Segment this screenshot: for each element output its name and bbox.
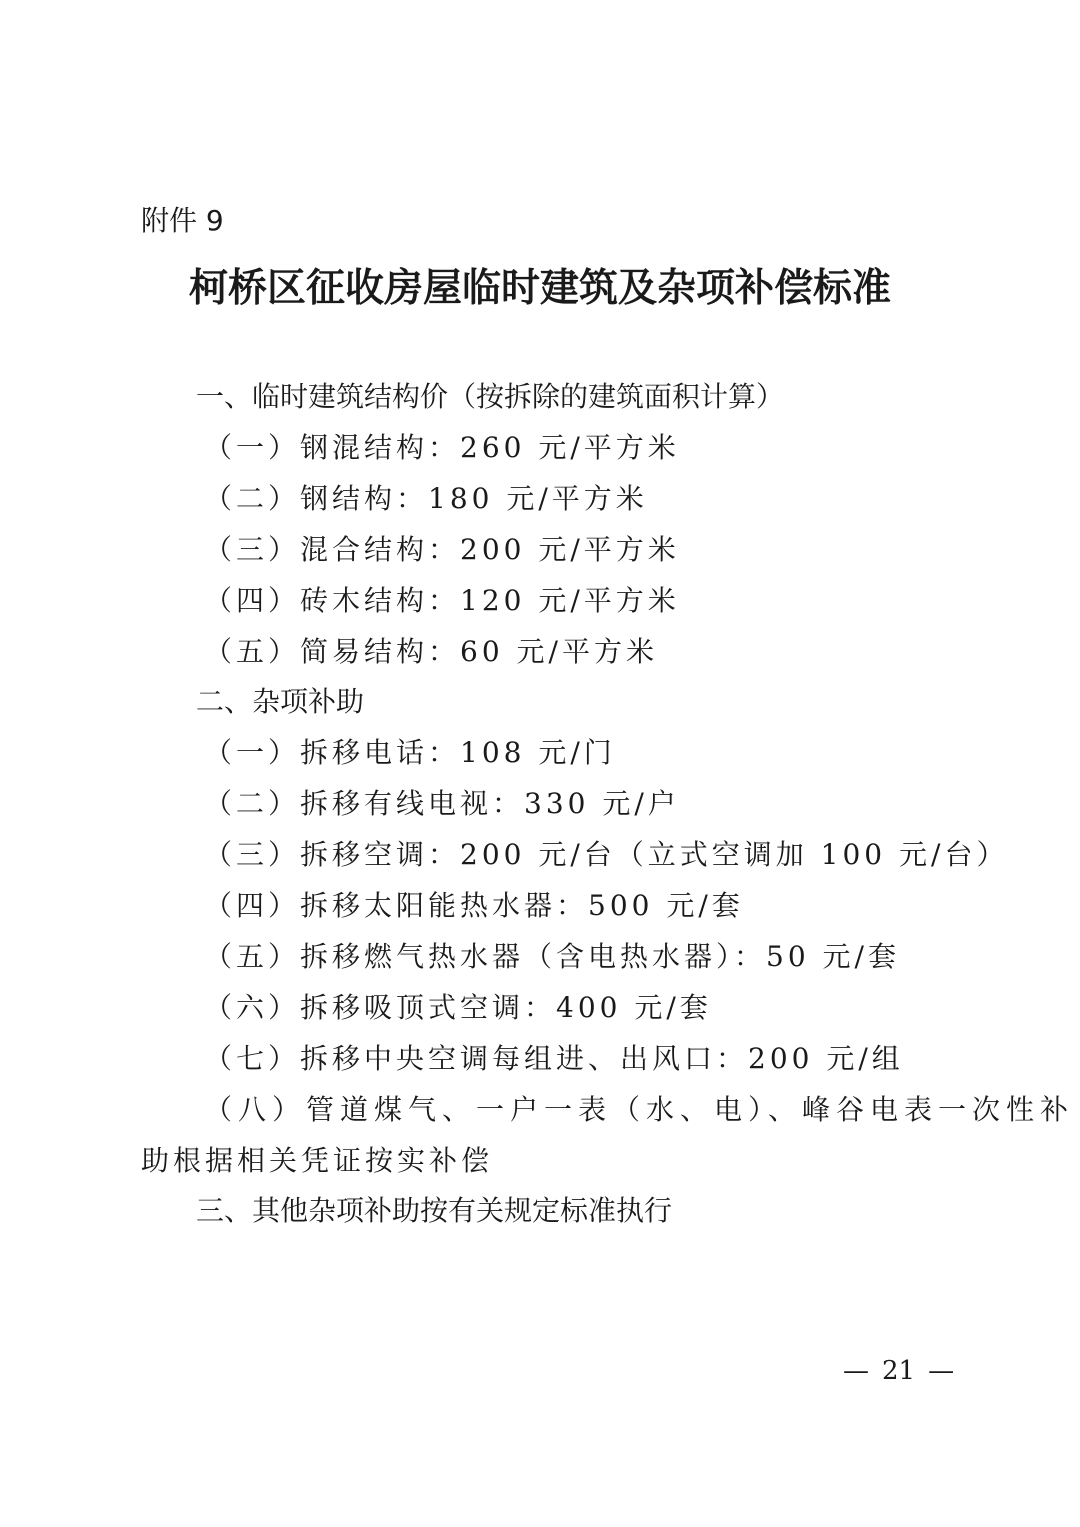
section-1-item: （四）砖木结构：120 元/平方米 [204,584,680,617]
section-2-item: （八）管道煤气、一户一表（水、电）、峰谷电表一次性补 [204,1093,1075,1126]
section-1-item: （三）混合结构：200 元/平方米 [204,533,680,566]
section-2-heading: 二、杂项补助 [196,685,365,718]
section-2-item: （五）拆移燃气热水器（含电热水器）：50 元/套 [204,940,900,973]
section-2-item: （六）拆移吸顶式空调：400 元/套 [204,991,712,1024]
section-2-item: （二）拆移有线电视：330 元/户 [204,787,680,820]
section-3-heading: 三、其他杂项补助按有关规定标准执行 [196,1194,673,1227]
section-2-item: （一）拆移电话：108 元/门 [204,736,616,769]
section-2-item: （四）拆移太阳能热水器：500 元/套 [204,889,744,922]
page-number [838,1354,959,1388]
page-number-dash-left: — [843,1356,869,1386]
section-1-heading: 一、临时建筑结构价（按拆除的建筑面积计算） [196,380,785,413]
page-number-dash-right: — [928,1356,955,1386]
section-2-item-continuation: 助根据相关凭证按实补偿 [141,1144,494,1177]
section-1-item: （五）简易结构：60 元/平方米 [204,635,658,668]
section-2-item: （三）拆移空调：200 元/台（立式空调加 100 元/台） [204,838,1009,871]
page-number-value: 21 [882,1356,916,1386]
section-1-item: （一）钢混结构：260 元/平方米 [204,431,680,464]
section-2-item: （七）拆移中央空调每组进、出风口：200 元/组 [204,1042,904,1075]
document-title: 柯桥区征收房屋临时建筑及杂项补偿标准 [188,265,891,311]
section-1-item: （二）钢结构：180 元/平方米 [204,482,648,515]
attachment-label: 附件 9 [141,204,224,237]
